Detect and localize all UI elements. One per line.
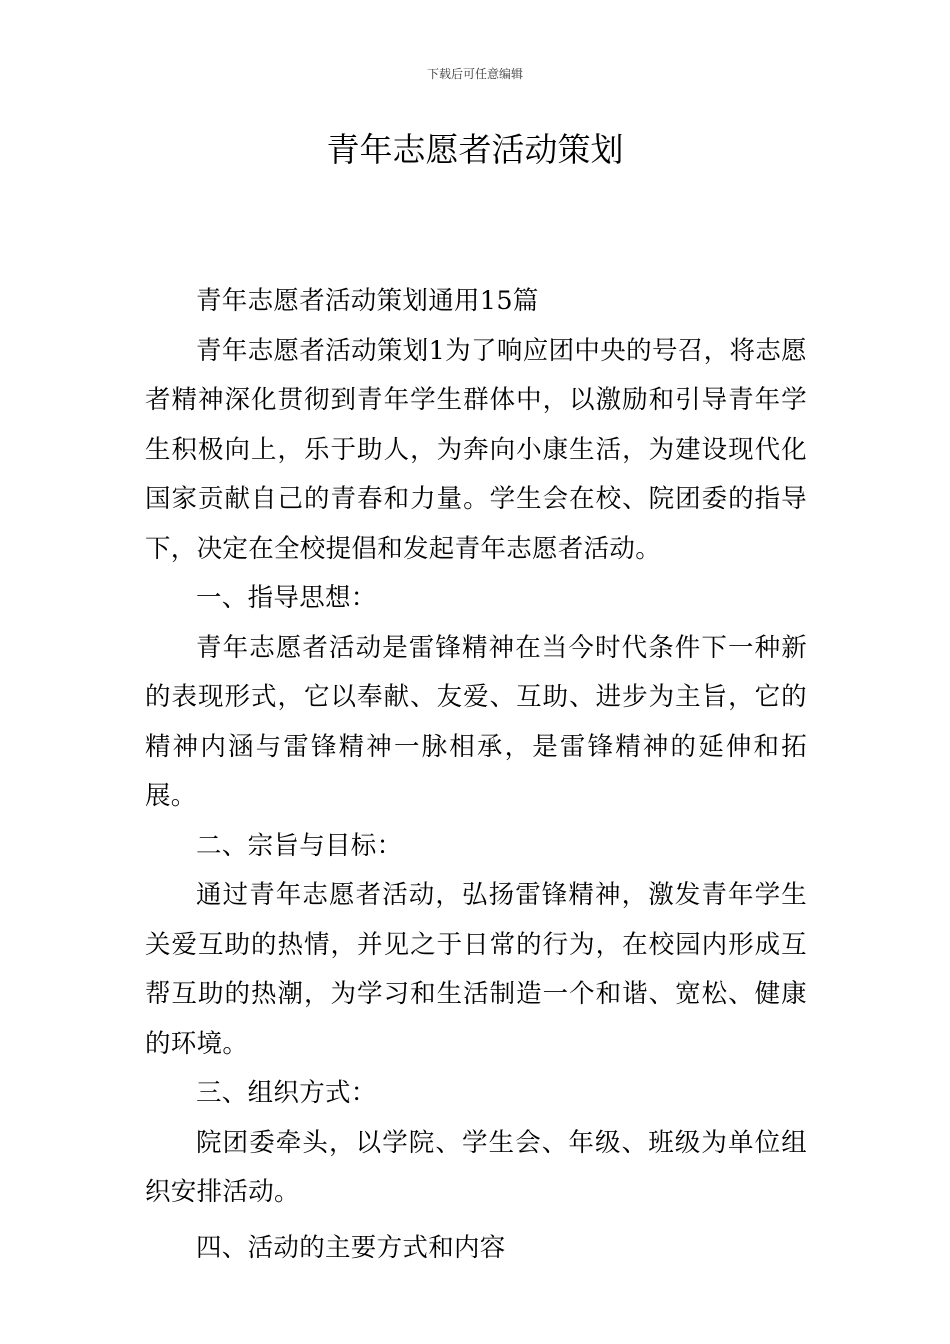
document-body <box>145 277 807 1273</box>
header-note: 下载后可任意编辑 <box>426 67 523 81</box>
section-heading-organization: 三、组织方式： <box>196 1078 377 1108</box>
section-heading-activities: 四、活动的主要方式和内容 <box>196 1232 506 1263</box>
guiding-ideology-paragraph: 青年志愿者活动是雷锋精神在当今时代条件下一种新的表现形式，它以奉献、友爱、互助、进步为主旨，它的精神内涵与雷锋精神一脉相承，是雷锋精神的延伸和拓展。 <box>145 632 807 811</box>
document-title: 青年志愿者活动策划 <box>326 130 624 169</box>
subtitle-paragraph: 青年志愿者活动策划通用15篇 <box>196 286 539 316</box>
organization-paragraph: 院团委牵头，以学院、学生会、年级、班级为单位组织安排活动。 <box>145 1127 807 1207</box>
section-heading-guiding-ideology: 一、指导思想： <box>196 583 377 613</box>
purpose-goals-paragraph: 通过青年志愿者活动，弘扬雷锋精神，激发青年学生关爱互助的热情，并见之于日常的行为，在校园内形成互帮互助的热潮，为学习和生活制造一个和谐、宽松、健康的环境。 <box>145 880 807 1059</box>
intro-paragraph: 青年志愿者活动策划1为了响应团中央的号召，将志愿者精神深化贯彻到青年学生群体中，以激励和引导青年学生积极向上，乐于助人，为奔向小康生活，为建设现代化国家贡献自己的青春和力量。学生会在校、院团委的指导下，决定在全校提倡和发起青年志愿者活动。 <box>145 335 807 564</box>
section-heading-purpose-goals: 二、宗旨与目标： <box>196 830 403 861</box>
